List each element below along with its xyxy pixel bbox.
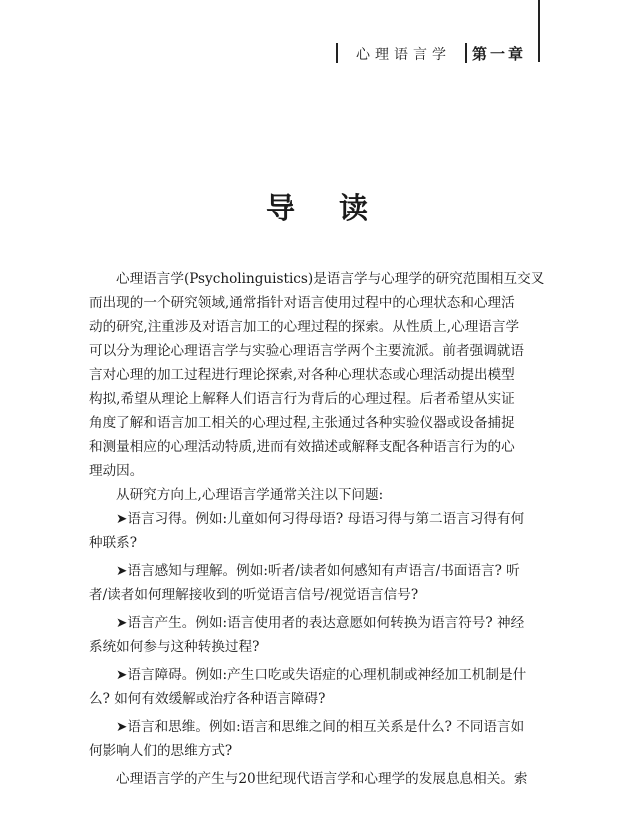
book-title: 心理语言学 bbox=[356, 47, 451, 63]
paragraph-line: 构拟,希望从理论上解释人们语言行为背后的心理过程。后者希望从实证 bbox=[89, 391, 515, 407]
list-item-line: 么? 如何有效缓解或治疗各种语言障碍? bbox=[89, 691, 326, 707]
list-item-line: ➤语言产生。例如:语言使用者的表达意愿如何转换为语言符号? 神经 bbox=[116, 615, 525, 631]
paragraph-line: 和测量相应的心理活动特质,进而有效描述或解释支配各种语言行为的心 bbox=[89, 439, 515, 455]
header-separator bbox=[336, 43, 338, 63]
list-item-line: 者/读者如何理解接收到的听觉语言信号/视觉语言信号? bbox=[89, 587, 419, 603]
paragraph-line: 而出现的一个研究领域,通常指针对语言使用过程中的心理状态和心理活 bbox=[89, 295, 515, 311]
list-item-line: ➤语言感知与理解。例如:听者/读者如何感知有声语言/书面语言? 听 bbox=[116, 563, 520, 579]
paragraph-line: 理动因。 bbox=[89, 463, 144, 479]
paragraph-line: 角度了解和语言加工相关的心理过程,主张通过各种实验仪器或设备捕捉 bbox=[89, 415, 515, 431]
list-item-line: 种联系? bbox=[89, 535, 138, 551]
running-header bbox=[0, 43, 634, 63]
header-separator bbox=[465, 43, 467, 63]
paragraph-line: 动的研究,注重涉及对语言加工的心理过程的探索。从性质上,心理语言学 bbox=[89, 319, 520, 335]
paragraph-line: 言对心理的加工过程进行理论探索,对各种心理状态或心理活动提出模型 bbox=[89, 367, 515, 383]
list-item-line: ➤语言和思维。例如:语言和思维之间的相互关系是什么? 不同语言如 bbox=[116, 719, 525, 735]
paragraph-line: 从研究方向上,心理语言学通常关注以下问题: bbox=[116, 487, 384, 503]
list-item-line: 系统如何参与这种转换过程? bbox=[89, 639, 260, 655]
section-title: 导读 bbox=[265, 191, 412, 225]
list-item-line: ➤语言习得。例如:儿童如何习得母语? 母语习得与第二语言习得有何 bbox=[116, 511, 525, 527]
paragraph-line: 心理语言学(Psycholinguistics)是语言学与心理学的研究范围相互交叉 bbox=[116, 271, 545, 287]
paragraph-line: 可以分为理论心理语言学与实验心理语言学两个主要流派。前者强调就语 bbox=[89, 343, 524, 359]
list-item-line: ➤语言障碍。例如:产生口吃或失语症的心理机制或神经加工机制是什 bbox=[116, 667, 527, 683]
list-item-line: 何影响人们的思维方式? bbox=[89, 743, 233, 759]
chapter-label: 第一章 bbox=[472, 45, 527, 63]
paragraph-line: 心理语言学的产生与20世纪现代语言学和心理学的发展息息相关。索 bbox=[116, 771, 528, 787]
